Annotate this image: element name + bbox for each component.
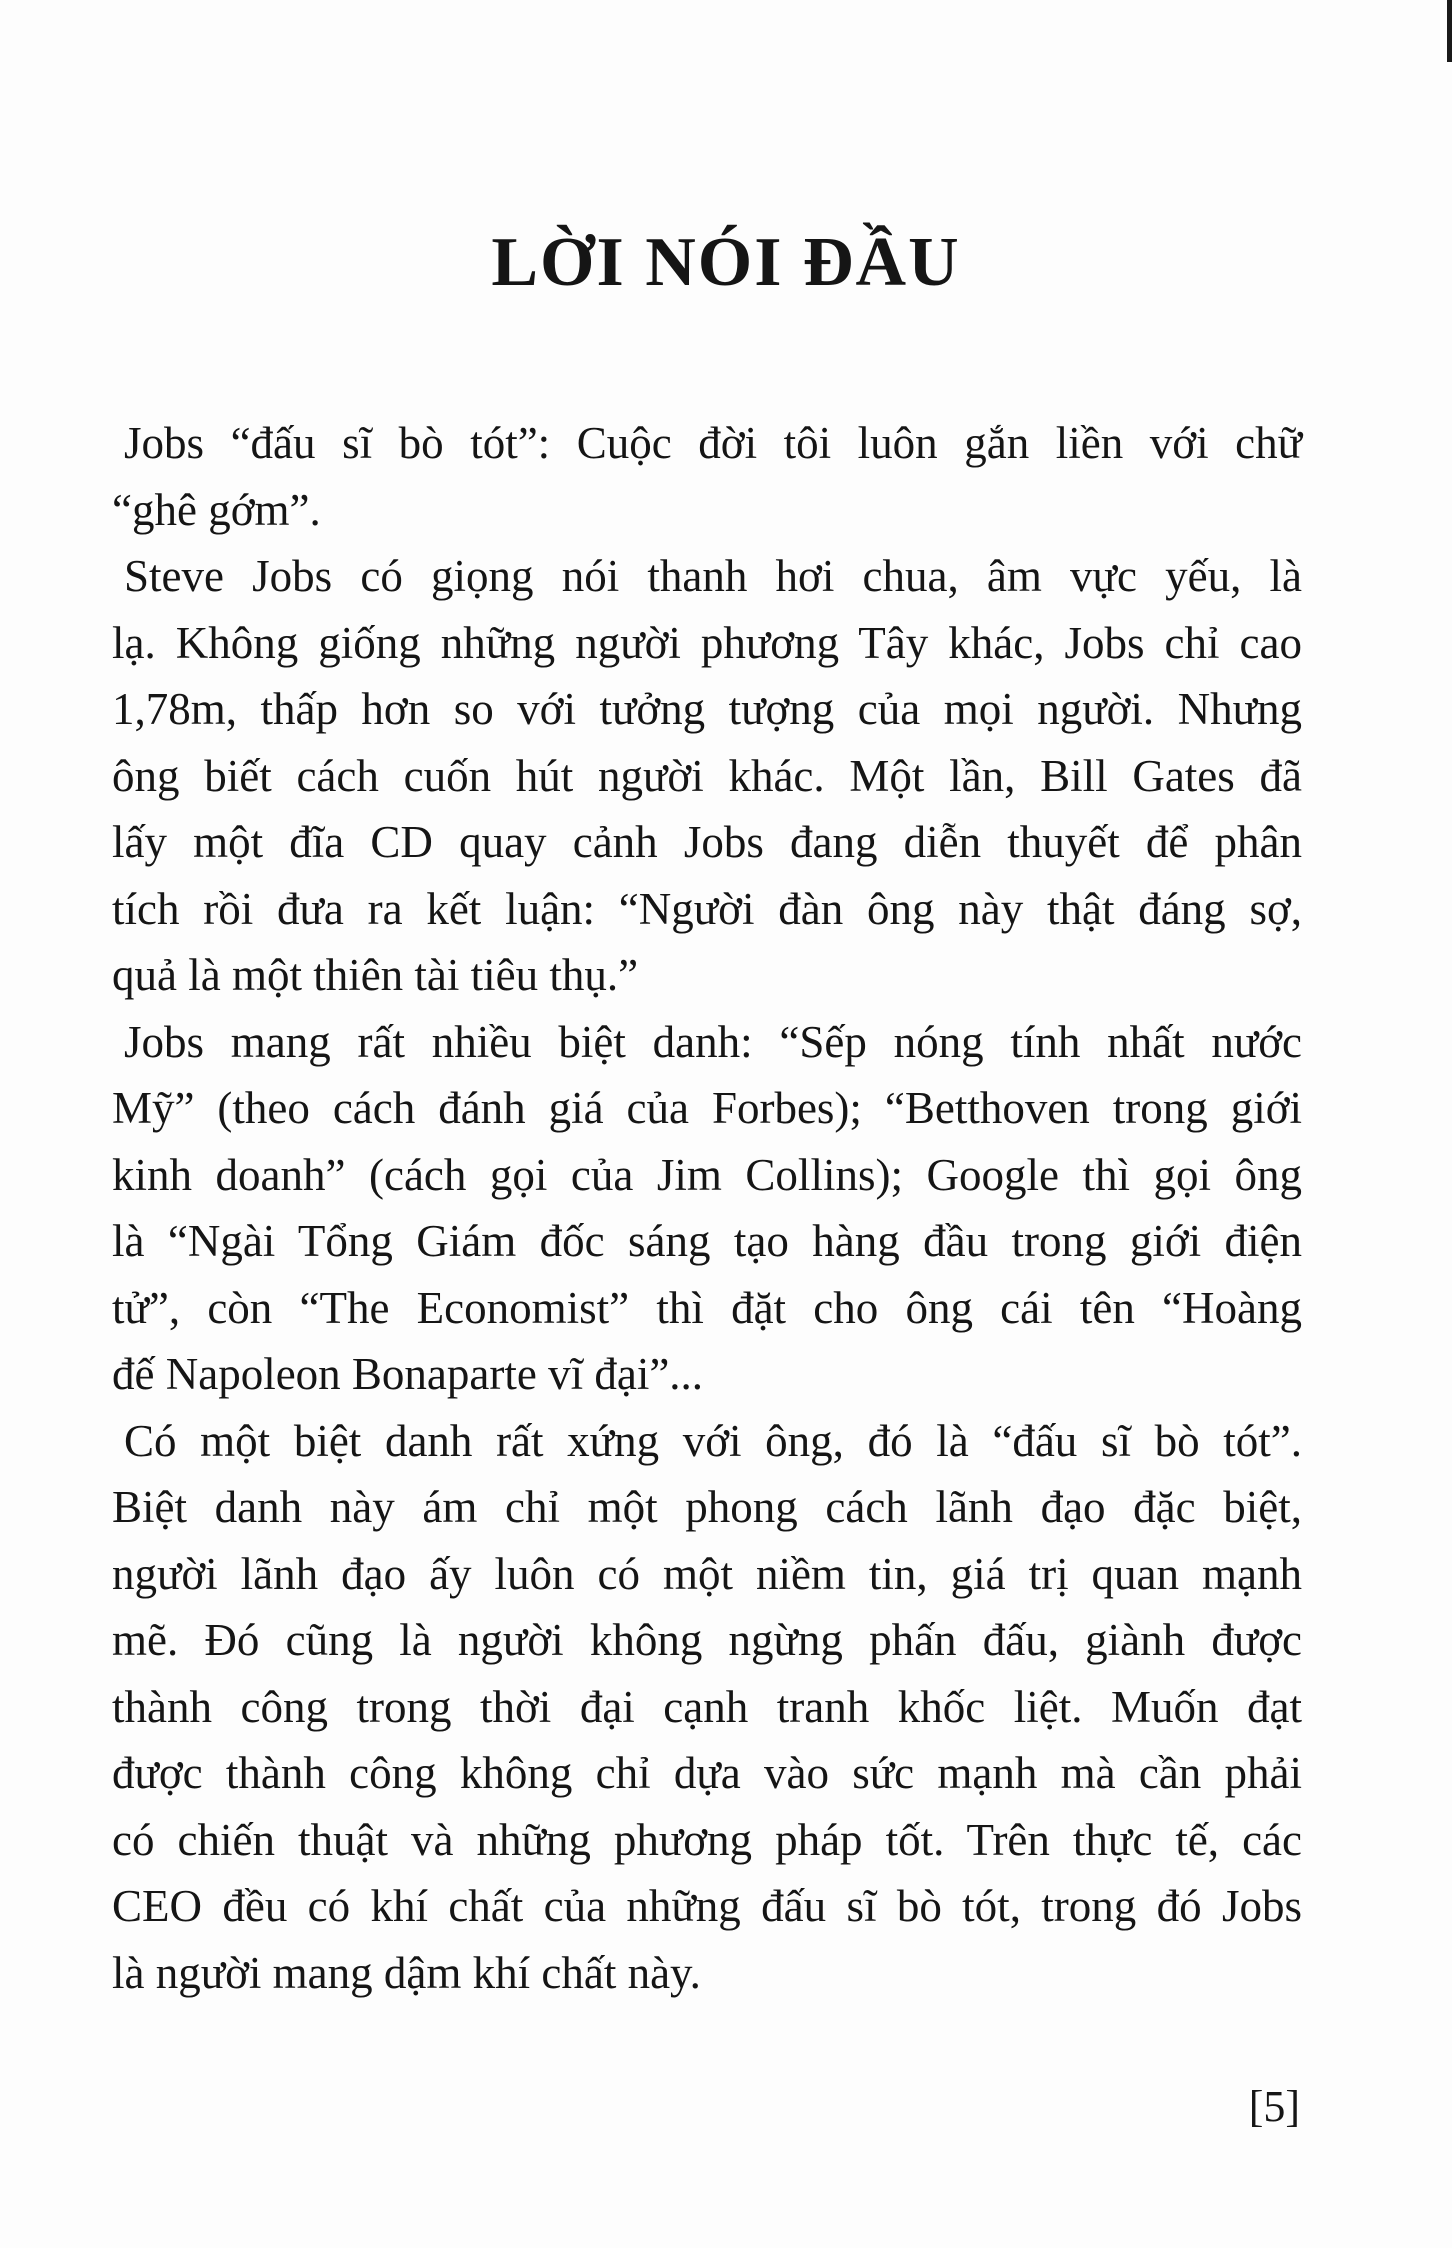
paragraph-1 — [112, 410, 1302, 543]
text-line: thành công trong thời đại cạnh tranh khốc liệt. Muốn đạt — [112, 1681, 1302, 1732]
text-line: là “Ngài Tổng Giám đốc sáng tạo hàng đầu trong giới điện — [112, 1216, 1302, 1266]
page-edge-mark — [1447, 0, 1452, 62]
text-line: quả là một thiên tài tiêu thụ.” — [112, 950, 639, 1000]
text-line: có chiến thuật và những phương pháp tốt. Trên thực tế, các — [112, 1814, 1302, 1865]
paragraph-4 — [112, 1408, 1302, 2007]
text-line: người lãnh đạo ấy luôn có một niềm tin, giá trị quan mạnh — [112, 1548, 1302, 1599]
text-line: được thành công không chỉ dựa vào sức mạnh mà cần phải — [112, 1748, 1302, 1798]
text-line: Jobs “đấu sĩ bò tót”: Cuộc đời tôi luôn gắn liền với chữ — [124, 418, 1302, 468]
text-line: Mỹ” (theo cách đánh giá của Forbes); “Betthoven trong giới — [112, 1083, 1302, 1133]
text-line: Jobs mang rất nhiều biệt danh: “Sếp nóng tính nhất nước — [124, 1016, 1302, 1067]
text-line: Steve Jobs có giọng nói thanh hơi chua, âm vực yếu, là — [124, 551, 1302, 601]
text-line: kinh doanh” (cách gọi của Jim Collins); Google thì gọi ông — [112, 1149, 1302, 1200]
text-line: CEO đều có khí chất của những đấu sĩ bò tót, trong đó Jobs — [112, 1881, 1302, 1931]
text-line: đế Napoleon Bonaparte vĩ đại”... — [112, 1349, 704, 1399]
paragraph-2 — [112, 543, 1302, 1009]
page-title: LỜI NÓI ĐẦU — [491, 224, 961, 301]
text-line: tử”, còn “The Economist” thì đặt cho ông cái tên “Hoàng — [112, 1282, 1302, 1333]
text-line: “ghê gớm”. — [112, 484, 321, 535]
body-text — [112, 410, 1302, 2006]
text-line: lấy một đĩa CD quay cảnh Jobs đang diễn thuyết để phân — [112, 817, 1302, 867]
text-line: ông biết cách cuốn hút người khác. Một lần, Bill Gates đã — [112, 750, 1302, 801]
paragraph-3 — [112, 1009, 1302, 1408]
text-line: là người mang dậm khí chất này. — [112, 1947, 701, 1998]
text-line: Có một biệt danh rất xứng với ông, đó là “đấu sĩ bò tót”. — [124, 1415, 1302, 1466]
page-number: [5] — [1248, 2082, 1300, 2131]
text-line: Biệt danh này ám chỉ một phong cách lãnh đạo đặc biệt, — [112, 1482, 1302, 1532]
text-line: 1,78m, thấp hơn so với tưởng tượng của mọi người. Nhưng — [112, 684, 1302, 734]
text-line: tích rồi đưa ra kết luận: “Người đàn ông này thật đáng sợ, — [112, 883, 1302, 934]
text-line: lạ. Không giống những người phương Tây khác, Jobs chỉ cao — [112, 617, 1302, 668]
text-line: mẽ. Đó cũng là người không ngừng phấn đấu, giành được — [112, 1615, 1302, 1665]
